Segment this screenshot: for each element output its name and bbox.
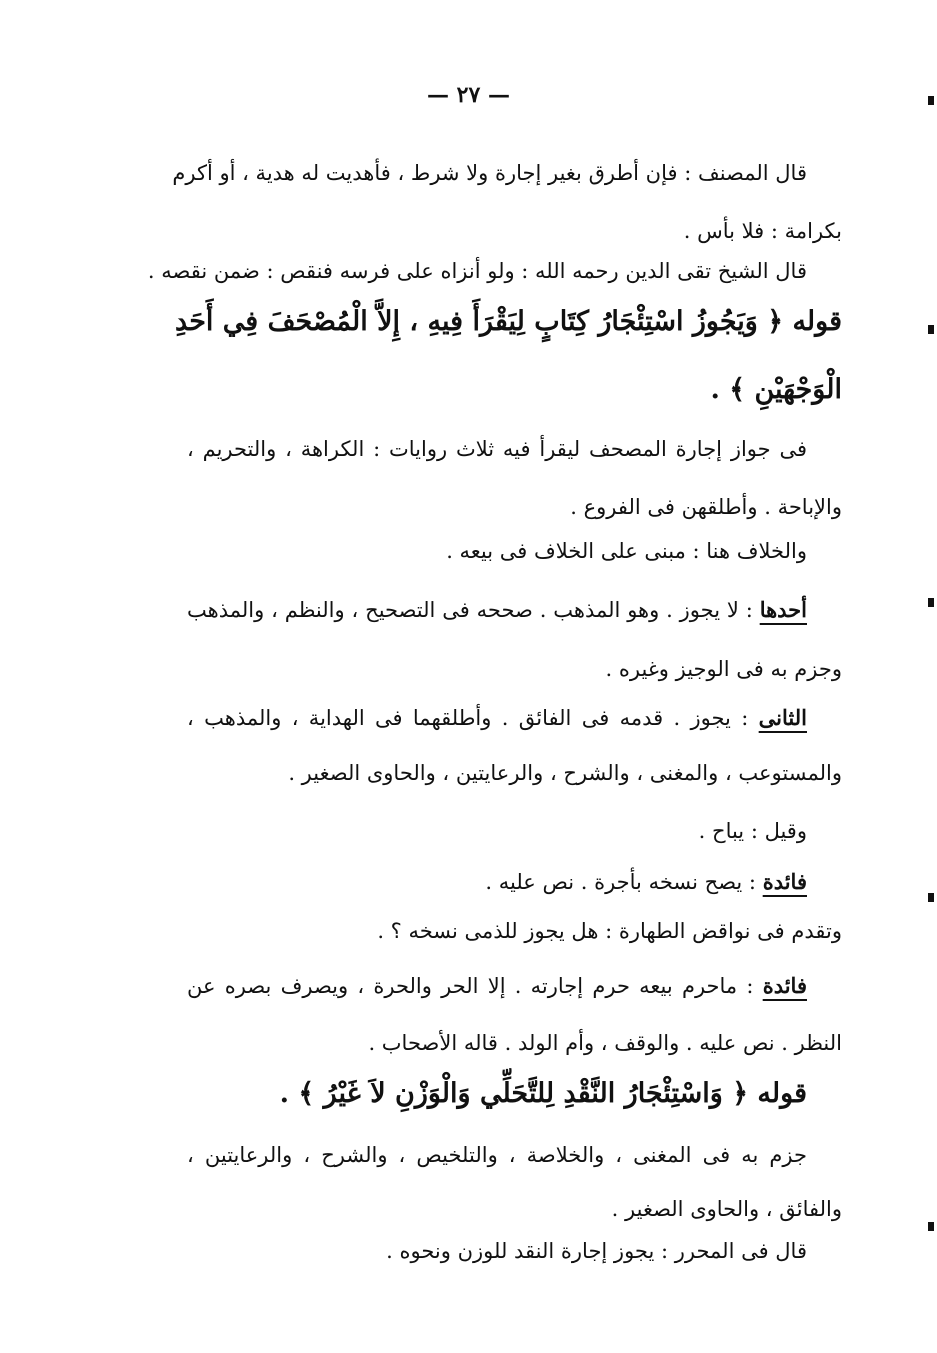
text-line: بكرامة : فلا بأس .	[683, 219, 842, 243]
margin-mark	[928, 96, 934, 105]
verse-heading: قوله ﴿ وَيَجُوزُ اسْتِئْجَارُ كِتَابٍ لِيَقْرَأَ فِيهِ ، إِلاَّ الْمُصْحَفَ فِي أَحَدِ	[175, 306, 842, 337]
text-line: والمستوعب ، والمغنى ، والشرح ، والرعايتين ، والحاوى الصغير .	[288, 761, 842, 785]
text-line: والخلاف هنا : مبنى على الخلاف فى بيعه .	[446, 539, 807, 563]
text-line-body: : يجوز . قدمه فى الفائق . وأطلقهما فى الهداية ، والمذهب ،	[187, 706, 759, 730]
text-line: قال المصنف : فإن أطرق بغير إجارة ولا شرط ، فأهديت له هدية ، أو أكرم	[172, 161, 807, 185]
lead-word: فائدة	[762, 869, 807, 894]
text-line-body: : ماحرم بيعه حرم إجارته . إلا الحر والحرة ، ويصرف بصره عن	[187, 974, 763, 998]
margin-mark	[928, 598, 934, 607]
page-number: — ٢٧ —	[427, 82, 510, 108]
lead-word: فائدة	[762, 973, 807, 998]
text-line: جزم به فى المغنى ، والخلاصة ، والتلخيص ، والشرح ، والرعايتين ،	[187, 1143, 807, 1167]
text-line	[485, 868, 807, 896]
lead-word: أحدها	[759, 597, 807, 622]
text-line: وقيل : يباح .	[698, 819, 807, 843]
margin-mark	[928, 893, 934, 902]
text-line-body: : يصح نسخه بأجرة . نص عليه .	[485, 870, 763, 894]
text-line: وجزم به فى الوجيز وغيره .	[605, 657, 842, 681]
text-line	[187, 972, 807, 1000]
text-line	[187, 596, 807, 624]
text-line: فى جواز إجارة المصحف ليقرأ فيه ثلاث روايات : الكراهة ، والتحريم ،	[187, 437, 807, 461]
text-line: والفائق ، والحاوى الصغير .	[611, 1197, 842, 1221]
text-line-body: : لا يجوز . وهو المذهب . صححه فى التصحيح ، والنظم ، والمذهب	[187, 598, 760, 622]
text-line	[187, 704, 807, 732]
text-line: قال فى المحرر : يجوز إجارة النقد للوزن ونحوه .	[386, 1239, 807, 1263]
verse-heading: الْوَجْهَيْنِ ﴾ .	[710, 374, 842, 405]
text-line: وتقدم فى نواقض الطهارة : هل يجوز للذمى نسخه ؟ .	[377, 919, 842, 943]
verse-heading: قوله ﴿ وَاسْتِئْجَارُ النَّقْدِ لِلتَّحَلِّي وَالْوَزْنِ لاَ غَيْرُ ﴾ .	[279, 1078, 807, 1109]
margin-mark	[928, 325, 934, 334]
text-line: والإباحة . وأطلقهن فى الفروع .	[570, 495, 842, 519]
margin-mark	[928, 1222, 934, 1231]
lead-word: الثانى	[758, 705, 807, 730]
text-line: النظر . نص عليه . والوقف ، وأم الولد . قاله الأصحاب .	[368, 1031, 842, 1055]
text-line: قال الشيخ تقى الدين رحمه الله : ولو أنزاه على فرسه فنقص : ضمن نقصه .	[147, 259, 807, 283]
